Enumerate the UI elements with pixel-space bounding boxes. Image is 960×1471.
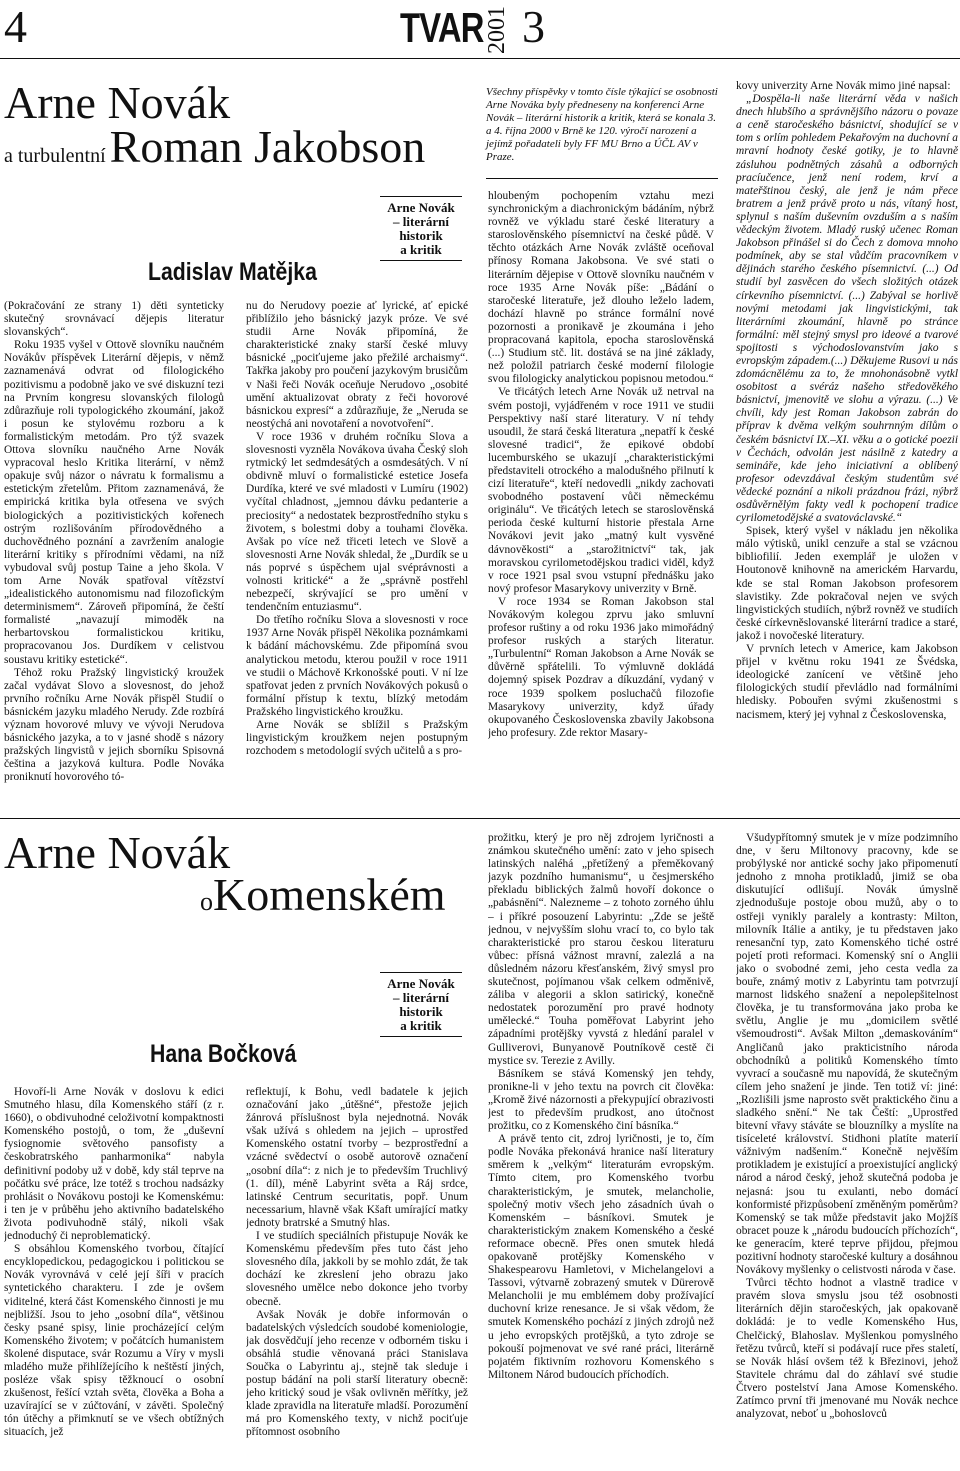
masthead-year: 2001 bbox=[484, 6, 510, 54]
article2-col4-p2: Tvůrci těchto hodnot a vlastně tradice v pravém slova smyslu jsou též osobnosti literárních dějin staročeských, jak opakovaně dokládá: je to vedle Komenského Hus, Chelčický, Blahoslav. Myšlenkou pomyslného řetězu tvůrců, kteří si podávají ruce přes staletí, se Novák hlásí ovšem též k Březinovi, jehož Stavitele chrámu dal do záhlaví své studie Čtvero postelství Jana Amose Komenského. Zatímco první tři jmenované mu Novák nechce analyzovat, neboť u „bohoslovců bbox=[736, 1277, 958, 1421]
article1-col4-p2: „Dospěla-li naše literární věda v našich dnech hlubšího a správnějšího názoru o povaze a ceně staročeského básnictví, shodující se v tom s orlím pohledem Pekařovým na duchovní a mravní hodnoty české gotiky, je to hlavně zásluhou podnětných zásahů a odborných pracíučence, jenž není rodem, krví a mateřštinou český, ale jenž je nám přece bratrem a jenž právě proto u nás, vítaný host, splynul s naším duševním ovzduším a s naším vědeckým životem. Mladý ruský učenec Roman Jakobson přinášel si do Čech z domova mnoho podmínek, aby se stal vůdčím pracovníkem v dějinách starého českého písemnictví. (...) Od studií byl zasvěcen do všech složitých otázek církevního písemnictví. (...) Zabýval se horlivě novými metodami jak lingvistickými, tak literárními zkoumání, hlavně po stránce formální: měl stejný smysl pro ideové a tvarové spojitosti s východoslovanstvím jako s evropským západem.(...) Děkujeme Rusovi u nás zdomácnělému za to, že mnohonásobně vytkl osobitost a svéráz našeho středověkého básnictví, jmenovitě ve slohu a výrazu. (...) Ve chvíli, kdy jest Roman Jakobson zabrán do příprav k dvěma velkým souhrnným dílům o českém básnictví IX.–XI. věku a o gotické poezii v Čechách, odvolán jest násilně z katedry a semináře, kde jeho iniciativní a oblíbený profesor odevzdával českým studentům své vědecké poznání a nikoli prázdnou frázi, nýbrž osdůvěrnělým fakty vedl k pochopení tradice cyrilometodějské a svatováclavské.“ bbox=[736, 93, 958, 525]
article1-col1-p2: Roku 1935 vyšel v Ottově slovníku naučném Novákův příspěvek Literární dějepis, v němž zaznamenává odvrat od filologického pozitivismu a podobně jako ve své diskuzní tezi na Prvním kongresu slovanských filologů zdůrazňuje roli typologického zkoumání, jakož i posun ke stylovému rozboru a k formalistickým metodám. Pro týž svazek Ottova slovníku naučného Arne Novák vypracoval heslo Kritika literární, v němž opakuje svůj názor o návratu k formalismu a estetickým zřetelům. Přitom zaznamenává, že empirická kritika byla otřesena ve svých biologických a pozitivistických kořenech ostrým rozlišováním přírodovědného a duchovědného poznání a zavržením analogie literární kritiky s přírodními vědami, na níž vybudoval svůj postup Taine a jeho škola. V tom Arne Novák spatřoval vítězství „idealistického autonomismu nad filozofickým determinismem“. Zároveň připomíná, že čeští formalisté „navazují mimoděk na herbartovskou formalistickou kritiku, propracovanou Jos. Durdíkem v celistvou soustavu kritiky estetické“. bbox=[4, 339, 224, 666]
article1-box-line2: – literární bbox=[393, 214, 449, 229]
article1-column-2 bbox=[246, 300, 468, 810]
article1-column-4 bbox=[736, 80, 958, 810]
article1-box-line1: Arne Novák bbox=[387, 200, 455, 215]
article2-title-line1: Arne Novák bbox=[4, 827, 231, 878]
article-divider bbox=[0, 818, 960, 819]
article1-col2-p2: V roce 1936 v druhém ročníku Slova a slovesnosti vyzněla Novákova úvaha Český sloh rytmický let sedmdesátých a osmdesátých. V ní obdivně mluví o formalistické estetice Josefa Durdíka, které ve své mladosti v Lumíru (1902) vyčítal chladnost, „jemnou dávku pedanterie a preciosity“ a nedostatek bezprostředního styku s životem, s bolestmi doby a touhami člověka. Avšak po více než třiceti letech ve Slově a slovesnosti Arne Novák shledal, že „Durdík se u nás poprvé s úspěchem ujal svéprávnosti a volnosti kritické“ a že „správně postřehl nebezpečí, skrývající se pro umění v tendenčním entuziasmu“. bbox=[246, 430, 468, 614]
article1-title-line2: Roman Jakobson bbox=[109, 121, 426, 172]
article2-column-2 bbox=[246, 1086, 468, 1466]
article2-box-line3: historik bbox=[399, 1004, 443, 1019]
article2-column-1 bbox=[4, 1086, 224, 1466]
article1-column-3 bbox=[488, 190, 714, 810]
article2-col1-p1: Hovoří-li Arne Novák v doslovu k edici Smutného hlasu, díla Komenského stáří (z r. 1660), o obdivuhodné celoživotní kompaktnosti Komenského postojů, o tom, že „duševní fysiognomie světového pansofisty a českobratrského panharmonika“ nabyla definitivní podoby už v době, kdy stál teprve na počátku své práce, lze totéž s trochou nadsázky prohlásit o Novákovu postoji ke Komenskému: i ten je v průběhu jeho aktivního badatelského života podivuhodně stálý, nikoli však jednoduchý či neproblematický. bbox=[4, 1086, 224, 1243]
article1-title-line2-wrap bbox=[4, 121, 426, 172]
article2-title-line2: Komenském bbox=[213, 869, 446, 920]
article1-section-box bbox=[380, 196, 462, 261]
article2-section-box bbox=[380, 972, 462, 1037]
article2-column-4 bbox=[736, 832, 958, 1466]
article1-column-1 bbox=[4, 300, 224, 810]
article2-col3-p1: prožitku, který je pro něj zdrojem lyričnosti a známkou skutečného umění: zato v jeho spisech latinských naléhá „přetížený a přeměkovaný jazyk pozdního humanismu“, u česjmerského překladu biblických žalmů hovoří dokonce o „pabásnění“. Nalezneme – z tohoto zorného úhlu – i příkré posouzení Labyrintu: „Zde se ještě jednou, v nejvyšším slohu vrací to, co bylo tak charakteristické pro starou českou literaturu vůbec: přísná vážnost mravní, zalezlá a na důsledném názoru křesťanském, živý smysl pro skutečnost, pojímanou však celkem odměnivě, záliba v alegorii a sklon satirický, konečně nedostatek porozumění pro pravé hodnoty umělecké.“ Touha poměřovat Labyrint jeho západními protějšky vyvstá z hledání paralel v Gulliverovi, Bunyanově Poutníkově cestě či mystice sv. Terezie z Avilly. bbox=[488, 832, 714, 1067]
article1-col2-p3: Do třetího ročníku Slova a slovesnosti v roce 1937 Arne Novák přispěl Několika poznámkami k bádání máchovskému. Zde připomíná svou analytickou metodu, kterou použil v roce 1911 ve studii o Máchově Krkonošské pouti. V ní lze spatřovat jeden z prvních Novákových pokusů o formální přístup k textu, blízký metodám Pražského lingvistického kroužku. bbox=[246, 614, 468, 718]
article2-title-line2-wrap bbox=[200, 869, 446, 920]
note-rule bbox=[486, 178, 718, 179]
page-number-right: 3 bbox=[522, 1, 545, 52]
article1-col3-p3: V roce 1934 se Roman Jakobson stal Novákovým kolegou zprvu jako smluvní profesor ruštiny a od roku 1936 jako mimořádný profesor ruských a starých literatur. „Turbulentní“ Roman Jakobson a Arne Novák se důvěrně spřátelili. To výmluvně dokládá dojemný spisek Pozdrav a díkuzdání, vydaný v roce 1939 spolkem posluchačů filozofie Masarykovy univerzity, když úřady okupovaného Československa zbavily Jakobsona jeho profesury. Zde rektor Masary- bbox=[488, 595, 714, 739]
article1-col1-p1: (Pokračování ze strany 1) děti synteticky skutečný srovnávací dějepis literatur slovanských“. bbox=[4, 300, 224, 339]
header-rule bbox=[0, 58, 960, 59]
article2-col3-p3: A právě tento cit, zdroj lyričnosti, je to, čím podle Nováka překonává hranice naší literatury směrem k „velkým“ literaturám evropským. Tímto citem, pro Komenského tvorbu charakteristickým, je smutek, melancholie, společný motiv všech jeho zásadních úvah o Komenském – básníkovi. Smutek je charakteristickým znakem Komenského a české reformace obecně. Přes onen smutek hledá opakovaně protějšky Komenského v Shakespearovu Hamletovi, v Michelangelovi a Tassovi, výtvarně zobrazený smutek v Dürerově Melancholii je mu emblémem doby prožívající duchovní krize renesance. Je si však vědom, že smutek Komenského pochází z jiných zdrojů než u jeho evropských protějšků, a tyto zdroje se pokouší pojmenovat ve své rané práci, literárně pojatém fiktivním rozhovoru Komenského s Miltonem Národ budoucích příchodích. bbox=[488, 1133, 714, 1381]
article2-box-line2: – literární bbox=[393, 990, 449, 1005]
article1-col3-p1: hloubeným pochopením vztahu mezi synchronickým a diachronickým bádáním, nýbrž rovněž ve výkladu staré české literatury a staroslověnského písemnictví na české půdě. V těchto otázkách Arne Novák zvláště oceňoval přínosy Romana Jakobsona. Ve své stati o literárním dějepise v Ottově slovníku naučném v roce 1935 Arne Novák píše: „Bádání o staročeské literatuře, jež dlouho leželo ladem, dochází hlavně po stránce formální nové pozornosti a pronikavě je zkoumána i jeho propracovaná kapitola, epocha staroslověnská (...) Studium stč. lit. dostává se na jiné základy, než položil patriarch české moderní filologie svou filologicky analytickou popisnou metodou.“ bbox=[488, 190, 714, 386]
article1-col4-p3: Spisek, který vyšel v nákladu jen několika málo výtisků, unikl cenzuře a stal se vzácnou bibliofilií. Jeden exemplář je uložen v Houtonově knihovně na americkém Harvardu, kde se stal Roman Jakobson profesorem slavistiky. Zde pokračoval nejen ve svých lingvistických studiích, nýbrž rovněž ve studiích české církevněslovanské literární tradice a staré, jakož i novočeské literatury. bbox=[736, 525, 958, 642]
masthead-title: TVAR bbox=[400, 4, 484, 51]
article2-title-prefix: o bbox=[200, 887, 213, 916]
article2-col3-p2: Básníkem se stává Komenský jen tehdy, proniknе-li v jeho textu na povrch cit člověka: „Kromě živé názornosti a překypující obrazivosti jest to především prudkost, ano útočnost prožitku, co z Komenského činí básníka.“ bbox=[488, 1067, 714, 1133]
article1-col3-p2: Ve třicátých letech Arne Novák už netrval na svém postoji, vyjádřeném v roce 1911 ve studii Perspektivy naší staré literatury. V ní tehdy usoudil, že stará česká literatura „nepatří k české slovesné tradici“, že epikové období lucemburského se ukazují „charakteristickými představiteli otrockého a malodušného přilnutí k cizí literatuře“, kteří nedovedli „nikdy zachovati svobodného postavení vůči německému originálu“. Ve třicátých letech se staroslověnská perioda české kulturní historie přestala Arne Novákovi jevit jako „matný kult vysvěné dávnověkosti“ a „starožitnictví“ tak, jak moravskou cyrilometodějskou tradici viděl, když v roce 1921 psal svou vstupní přednášku jako nový profesor Masarykovy univerzity v Brně. bbox=[488, 386, 714, 595]
article1-col4-p4: V prvních letech v Americe, kam Jakobson přijel v květnu roku 1941 ze Švédska, ideologické zanícení ve většině jeho filologických studií převládlo nad formálními hledisky. Pobouřen svými zkušenostmi s nacismem, který jej vyhnal z Československa, bbox=[736, 643, 958, 721]
article2-column-3 bbox=[488, 832, 714, 1466]
article2-col2-p2: I ve studiích speciálních přistupuje Novák ke Komenskému především přes tuto část jeho slovesného díla, jakkoli by se mohlo zdát, že tak dochází ke zkreslení jeho obrazu jako slovesného umělce nebo dokonce jeho tvorby obecně. bbox=[246, 1230, 468, 1308]
page-number-left: 4 bbox=[4, 1, 27, 52]
article1-conference-note: Všechny příspěvky v tomto čísle týkající se osobnosti Arne Nováka byly předneseny na konferenci Arne Novák – literární historik a kritik, která se konala 3. a 4. října 2000 v Brně ke 120. výročí narození a jejímž pořadateli byly FF MU Brno a ÚČL AV v Praze. bbox=[486, 86, 718, 163]
article1-col2-p4: Arne Novák se sblížil s Pražským lingvistickým kroužkem nejen postupným rozchodem s metodologií svých učitelů a s pro- bbox=[246, 719, 468, 758]
article2-col2-p3: Avšak Novák je dobře informován o badatelských výsledcích soudobé komeniologie, jak dosvědčují jeho recenze v odborném tisku i obsáhlá studie věnovaná práci Stanislava Součka o Labyrintu aj., stejně tak sleduje i postup bádání na poli starší literatury obecně: jeho kritický soud je však ovlivněn měřítky, jež klade zpravidla na literatuře mladší. Porozumění má pro Komenského texty, v nichž pociťuje přítomnost osobního bbox=[246, 1308, 468, 1439]
article1-col4-p1: kovy univerzity Arne Novák mimo jiné napsal: bbox=[736, 80, 951, 92]
article2-col4-p1: Všudypřítomný smutek je v míze podzimního dne, v šeru Miltonovy pracovny, kde se probýlyské nor antické sochy jako připomenutí jednoho z mnoha protikladů, jimiž se oba diskutující odlišují. Novák úmyslně zjednodušuje postoje obou mužů, aby o to ostřeji vynikly paralely a kontrasty: Milton, milovník Itálie a antiky, je tu představen jako renesanční typ, zato Komenského tiché ostré pojetí proti reformaci. Komenský sní o Anglii jako o svobodné zemi, jeho cesta vedla za bouře, známý motiv z Labyrintu tam potvrzují marnost lidského snažení a nepolepšitelnost člověka, je tu transformována jako proba ke světlu, Anglie je mu „domicilem světlé všemoudrosti“. Avšak Milton „demaskováním“ Angličanů jako prakticistního národa obchodníků a politiků Komenského tímto vyvrací a současně mu napovídá, že skutečným cílem jeho snažení je jinde. Ten totiž ví: jiné: „Rozlišili jsme naprosto svět praktického činu a sladkého snění.“ Ne tak Čeští: „Uprostřed bitevní vřavy stáváte se blouznílky a myslíte na tisíceleté království. Stidhoni platíte materií vážnivým nadšením.“ Konečně nejvěším protikladem je existující a proexistující anglický národ a národ český, jehož skutečná podoba je nejasná: jsou tu exulanti, nebo domácí konformisté přizpůsobení změněným poměrům? Komenský se tak může představit jako Mojžíš obracet pouze k „národu budoucích příchozích“, ke generacím, které teprve přijdou, přejmou pozitivní hodnoty staročeské kultury a dosáhnou Novákovy myšlenky o celistvosti národa v čase. bbox=[736, 832, 958, 1277]
article1-title-line1: Arne Novák bbox=[4, 77, 231, 128]
article1-col1-p3: Téhož roku Pražský lingvistický kroužek začal vydávat Slovo a slovesnost, do jehož prvního ročníku Arne Novák přispěl Studií o básnickém jazyku mladého Nerudy. Zde rozbírá význam hovorové mluvy ve vývoji Nerudova básnického jazyka, a to v jasné shodě s názory pražských lingvistů v jejich sborníku Spisovná čeština a jazyková kultura. Podle Nováka proniknutí hovorového tó- bbox=[4, 666, 224, 784]
article2-box-line1: Arne Novák bbox=[387, 976, 455, 991]
article1-col2-p1: nu do Nerudovy poezie ať lyrické, ať epické přiblížilo jeho básnický jazyk próze. Ve své studii Arne Novák připomíná, že charakteristické znaky starší české mluvy básnické „pociťujeme jako přežilé archaismy“. Takřka jakoby pro poučení jazykovým brusičům v Naši řeči Novák oceňuje Nerudovo „osobité umění aktualizovat obraty z řeči hovorové básnickou expresí“ a zdůrazňuje, že „Neruda se neostýchá ani novotaření a novotvoření“. bbox=[246, 300, 468, 430]
article2-col1-p2: S obsáhlou Komenského tvorbou, čítající encyklopedickou, pedagogickou i politickou se Novák vyrovnává v celé její šíři v pracích syntetického charakteru. I zde je ovšem viditelné, která část Komenského činnosti je mu nejbližší. Jsou to jeho „osobní díla“, většinou česky psané spisy, linie procházející celým Komenského životem; v počátcích humanistem školené disputace, svár Rozumu a Víry v mysli mladého muže přihlížejícího k neštěstí jiných, posléze však spisy těžknoucí o osobní zkušenost, řešící vztah světa, člověka a Boha a uzavírající se v zúčtování, v závěti. Společný tón útěchy a přimknutí se ve všech obtížných situacích, jež bbox=[4, 1243, 224, 1439]
article1-author: Ladislav Matějka bbox=[148, 258, 317, 286]
article1-box-line4: a kritik bbox=[400, 242, 442, 257]
article1-box-line3: historik bbox=[399, 228, 443, 243]
article2-box-line4: a kritik bbox=[400, 1018, 442, 1033]
article2-col2-p1: reflektují, k Bohu, vedl badatele k jejich označování jako „útěšné“, přestože jejich žánrová příslušnost byla nejednotná. Novák však užívá s ohledem na jejich – uprostřed Komenského ostatní tvorby – bezprostřední a vzácné svědectví o osobě autorově označení „osobní díla“: z nich je to především Truchlivý (1. díl), méně Labyrint světa a Ráj srdce, latinské Centrum securitatis, popř. Unum necessarium, hlavně však Kšaft umírající matky jednoty bratrské a Smutný hlas. bbox=[246, 1086, 468, 1229]
article1-title-prefix: a turbulentní bbox=[4, 145, 106, 167]
article2-author: Hana Bočková bbox=[150, 1040, 297, 1068]
